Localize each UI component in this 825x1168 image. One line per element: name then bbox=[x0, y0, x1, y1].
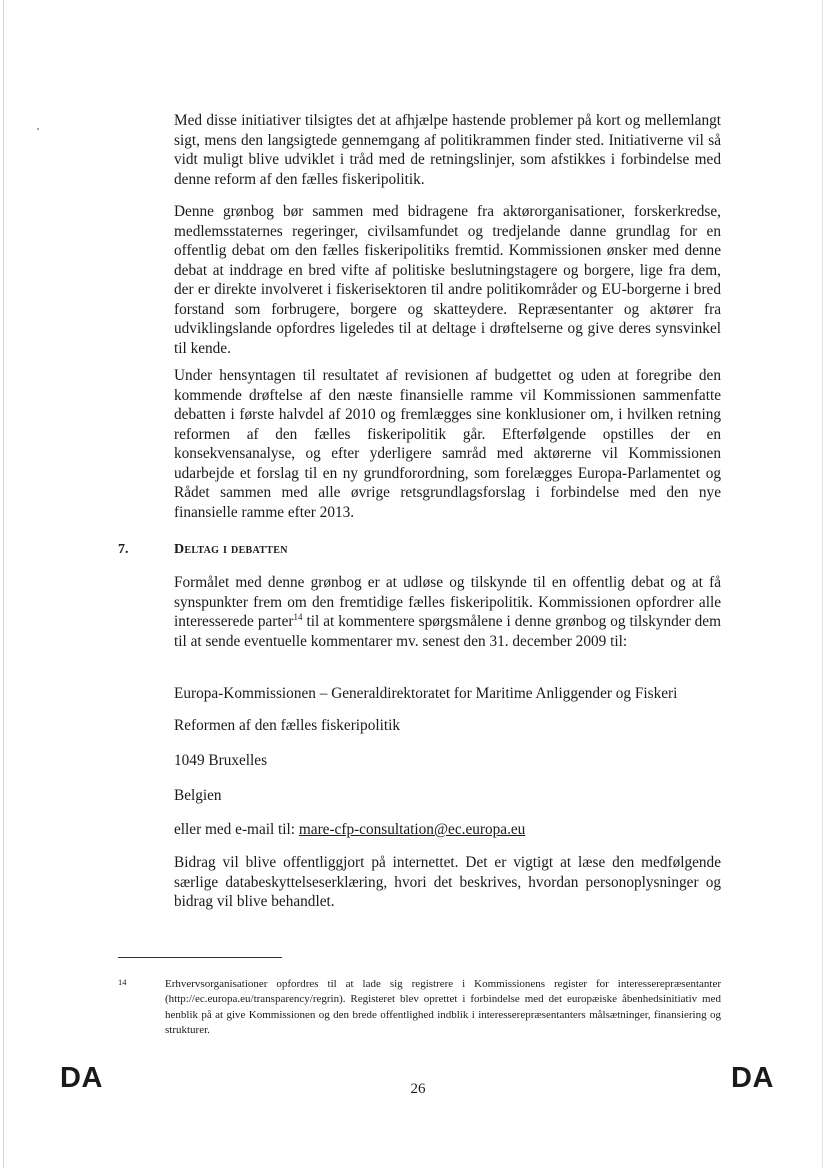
footnote-text bbox=[165, 977, 721, 1039]
address-line-reform: Reformen af den fælles fiskeripolitik bbox=[174, 717, 400, 734]
paragraph-text: Under hensyntagen til resultatet af revisionen af budgettet og uden at foregribe den kommende drøftelse af den næste finansielle ramme vil Kommissionen sammenfatte debatten i første halvdel af 2010 og fremlægges sine konklusioner om, i hvilken retning reformen af den fælles fiskeripolitik går. Efterfølgende opstilles der en konsekvensanalyse, og efter yderligere samråd med aktørerne vil Kommissionen udarbejde et forslag til en ny grundforordning, som forelægges Europa-Parlamentet og Rådet sammen med alle øvrige retsgrundlagsforslag i forbindelse med den nye finansielle ramme efter 2013. bbox=[174, 367, 721, 521]
paragraph-green-paper bbox=[174, 202, 721, 358]
email-prefix: eller med e-mail til: bbox=[174, 821, 299, 838]
section-number: 7. bbox=[118, 542, 129, 557]
paragraph-text bbox=[174, 573, 721, 651]
scan-edge-left bbox=[3, 0, 4, 1168]
page-number: 26 bbox=[410, 1081, 426, 1097]
address-line-country: Belgien bbox=[174, 787, 222, 804]
paragraph-text: Med disse initiativer tilsigtes det at afhjælpe hastende problemer på kort og mellemlangt sigt, mens den langsigtede gennemgang af politikrammen finder sted. Initiativerne vil så vidt muligt blive udviklet i tråd med de retningslinjer, som afstikkes i forbindelse med denne reform af den fælles fiskeripolitik. bbox=[174, 112, 721, 188]
paragraph-text-part: til at kommentere spørgsmålene i denne grønbog og tilskynder dem til at sende eventuelle kommentarer mv. senest den 31. december 2009 til: bbox=[174, 613, 721, 650]
footnote-number: 14 bbox=[118, 977, 127, 987]
paragraph-purpose bbox=[174, 573, 721, 651]
scan-speck bbox=[37, 128, 39, 130]
footnote-divider bbox=[118, 957, 282, 958]
scan-edge-right bbox=[822, 0, 823, 1168]
email-link[interactable]: mare-cfp-consultation@ec.europa.eu bbox=[298, 821, 526, 838]
address-line-email bbox=[174, 820, 525, 840]
footnote-body: Erhvervsorganisationer opfordres til at lade sig registrere i Kommissionens register for interesserepræsentanter (http://ec.europa.eu/transparency/regrin). Registeret blev oprettet i forbindelse med det europæiske åbenhedsinitiativ med henblik på at give Kommissionen og den brede offentlighed indblik i interesserepræsentanters målsætninger, finansiering og strukturer. bbox=[165, 978, 721, 1037]
section-title: Deltag i debatten bbox=[174, 542, 288, 557]
paragraph-text-part: Formålet med denne grønbog er at udløse og tilskynde til en offentlig debat og at få synspunkter frem om den fremtidige fælles fiskeripolitik. Kommissionen opfordrer alle interesserede parter bbox=[174, 574, 721, 630]
paragraph-text: Bidrag vil blive offentliggjort på internettet. Det er vigtigt at læse den medfølgende særlige databeskyttelseserklæring, hvori det beskrives, hvordan personoplysninger og bidrag vil blive behandlet. bbox=[174, 854, 721, 910]
paragraph-budget-review bbox=[174, 366, 721, 522]
paragraph-publication bbox=[174, 853, 721, 912]
address-line-city: 1049 Bruxelles bbox=[174, 752, 268, 769]
paragraph-initiatives bbox=[174, 111, 721, 189]
language-code-left: DA bbox=[60, 1062, 103, 1094]
footnote-reference[interactable]: 14 bbox=[293, 611, 303, 622]
paragraph-text: Denne grønbog bør sammen med bidragene fra aktørorganisationer, forskerkredse, medlemsstaternes regeringer, civilsamfundet og tredjelande danne grundlag for en offentlig debat om den fælles fiskeripolitiks fremtid. Kommissionen ønsker med denne debat at inddrage en bred vifte af politiske beslutningstagere og borgere, lige fra dem, der er direkte involveret i fiskerisektoren til andre politikområder og EU-borgerne i bred forstand som forbrugere, borgere og skatteydere. Repræsentanter og aktører fra udviklingslande opfordres ligeledes til at deltage i drøftelserne og give deres synsvinkel til kende. bbox=[174, 203, 721, 357]
address-line-directorate: Europa-Kommissionen – Generaldirektoratet for Maritime Anliggender og Fiskeri bbox=[174, 685, 678, 702]
language-code-right: DA bbox=[731, 1062, 774, 1094]
